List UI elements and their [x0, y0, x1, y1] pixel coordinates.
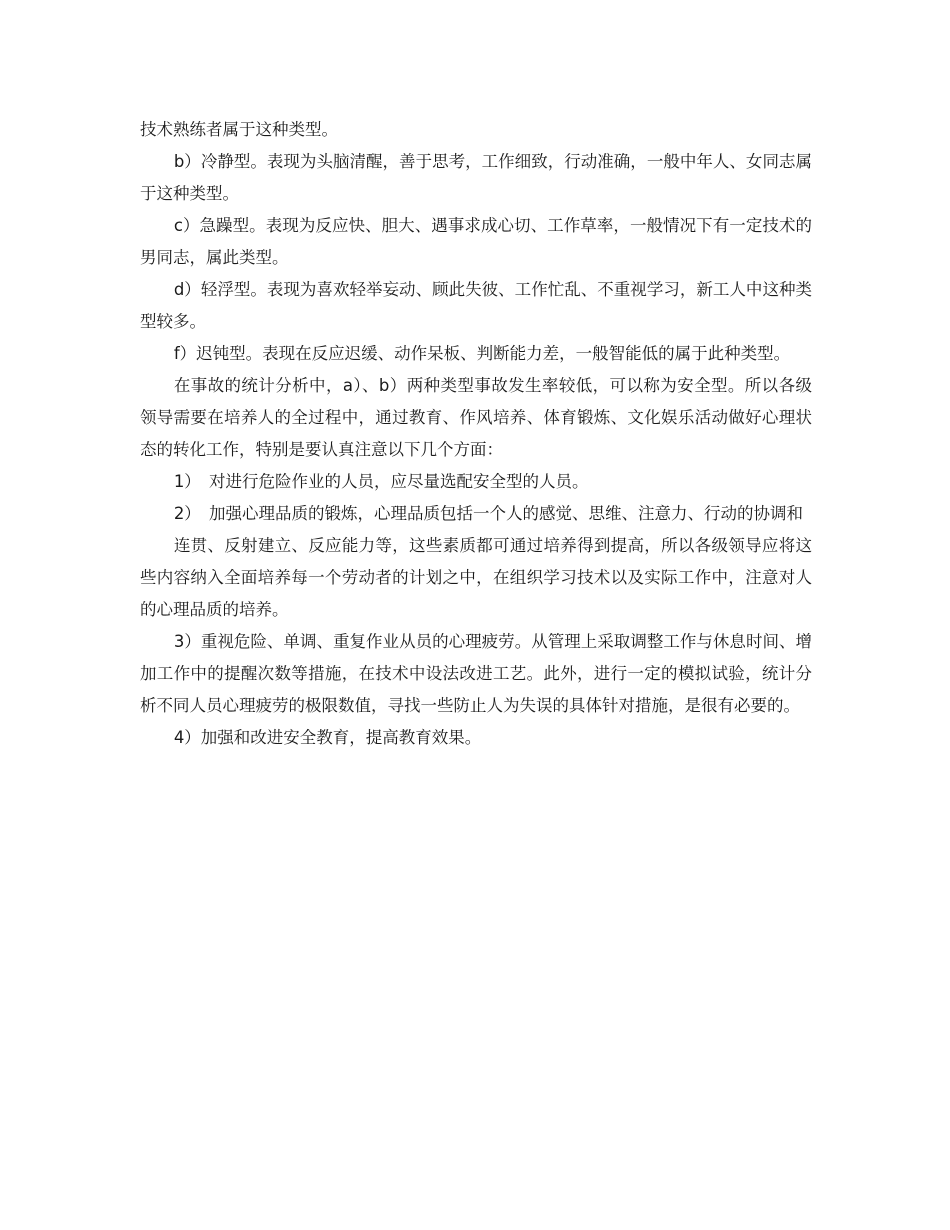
paragraph-3: c）急躁型。表现为反应快、胆大、遇事求成心切、工作草率，一般情况下有一定技术的男同志，属此类型。 [140, 216, 812, 267]
paragraph-10: 3）重视危险、单调、重复作业从员的心理疲劳。从管理上采取调整工作与休息时间、增加工作中的提醒次数等措施，在技术中设法改进工艺。此外，进行一定的模拟试验，统计分析不同人员心理疲劳的极限数值，寻找一些防止人为失误的具体针对措施，是很有必要的。 [140, 632, 812, 715]
paragraph-11: 4）加强和改进安全教育，提高教育效果。 [173, 728, 482, 747]
paragraph-5: f）迟钝型。表现在反应迟缓、动作呆板、判断能力差，一般智能低的属于此种类型。 [173, 344, 791, 363]
paragraph-7: 1） 对进行危险作业的人员，应尽量选配安全型的人员。 [173, 472, 589, 491]
paragraph-6: 在事故的统计分析中，a）、b）两种类型事故发生率较低，可以称为安全型。所以各级领导需要在培养人的全过程中，通过教育、作风培养、体育锻炼、文化娱乐活动做好心理状态的转化工作，特别是要认真注意以下几个方面： [140, 376, 812, 459]
paragraph-8: 2） 加强心理品质的锻炼，心理品质包括一个人的感觉、思维、注意力、行动的协调和 [173, 504, 804, 523]
paragraph-1: 技术熟练者属于这种类型。 [140, 120, 338, 139]
paragraph-2: b）冷静型。表现为头脑清醒，善于思考，工作细致，行动准确，一般中年人、女同志属于这种类型。 [140, 152, 812, 203]
paragraph-4: d）轻浮型。表现为喜欢轻举妄动、顾此失彼、工作忙乱、不重视学习，新工人中这种类型较多。 [140, 280, 812, 331]
paragraph-9: 连贯、反射建立、反应能力等，这些素质都可通过培养得到提高，所以各级领导应将这些内容纳入全面培养每一个劳动者的计划之中，在组织学习技术以及实际工作中，注意对人的心理品质的培养。 [140, 536, 812, 619]
document-body [140, 114, 812, 754]
